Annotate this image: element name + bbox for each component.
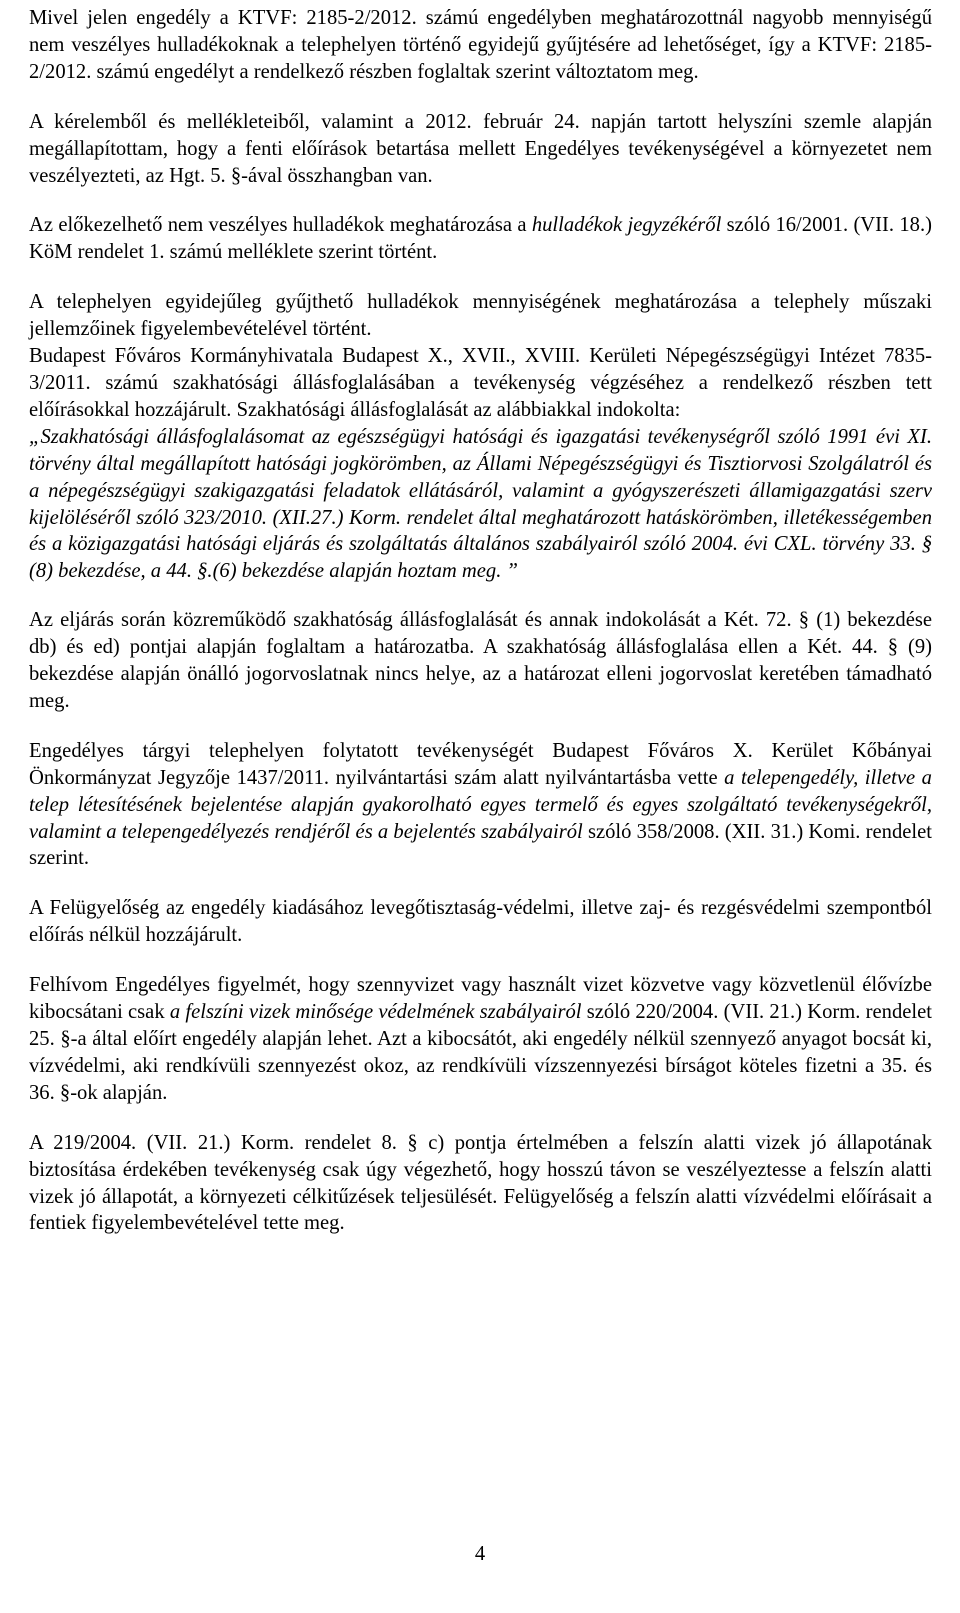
paragraph-health-authority [29, 343, 932, 424]
paragraph-authority-quote [29, 424, 932, 585]
text-run: Budapest Főváros Kormányhivatala Budapest X., XVII., XVIII. Kerületi Népegészségügyi Intézet 7835-3/2011. számú szakhatósági állásfoglalásában a tevékenység végzéséhez a rendelkező részben tett előírásokkal hozzájárult. Szakhatósági állásfoglalását az alábbiakkal indokolta: [29, 345, 932, 421]
paragraph-air-noise-consent [29, 895, 932, 949]
text-run: Felhívom Engedélyes figyelmét, hogy szennyvizet vagy használt vizet közvetve vagy közvetlenül élővízbe kibocsátani csak [29, 974, 932, 1024]
paragraph-waste-classification [29, 212, 932, 266]
paragraph-storage-quantity [29, 289, 932, 343]
text-run: A 219/2004. (VII. 21.) Korm. rendelet 8. § c) pontja értelmében a felszín alatti vizek jó állapotának biztosítása érdekében tevékenység csak úgy végezhető, hogy hosszú távon se veszélyeztesse a felszín alatti vizek jó állapotát, a környezeti célkitűzések teljesülését. Felügyelőség a felszín alatti vízvédelmi előírásait a fentiek figyelembevételével tette meg. [29, 1131, 932, 1235]
text-run: szóló 358/2008. (XII. 31.) Komi. rendelet szerint. [29, 820, 932, 870]
text-run: Mivel jelen engedély a KTVF: 2185-2/2012. számú engedélyben meghatározottnál nagyobb mennyiségű nem veszélyes hulladékoknak a telephelyen történő egyidejű gyűjtésére ad lehetőséget, így a KTVF: 2185-2/2012. számú engedélyt a rendelkező részben foglaltak szerint változtatom meg. [29, 7, 932, 83]
italic-text-run: „Szakhatósági állásfoglalásomat az egészségügyi hatósági és igazgatási tevékenységről szóló 1991 évi XI. törvény által megállapított hatósági jogkörömben, az Állami Népegészségügyi és Tisztiorvosi Szolgálatról és a népegészségügyi szakigazgatási feladatok ellátásáról, valamint a gyógyszerészeti államigazgatási szerv kijelöléséről szóló 323/2010. (XII.27.) Korm. rendelet által meghatározott hatáskörömben, illetékességemben és a közigazgatási hatósági eljárás és szolgáltatás általános szabályairól szóló 2004. évi CXL. törvény 33. § (8) bekezdése, a 44. §.(6) bekezdése alapján hoztam meg. ” [29, 425, 932, 583]
paragraph-wastewater-notice [29, 972, 932, 1107]
text-run: A telephelyen egyidejűleg gyűjthető hulladékok mennyiségének meghatározása a telephely műszaki jellemzőinek figyelembevételével történt. [29, 291, 932, 341]
italic-text-run: a telepengedély, illetve a telep létesítésének bejelentése alapján gyakorolható egyes termelő és egyes szolgáltató tevékenységekről, valamint a telepengedélyezés rendjéről és a bejelentés szabályairól [29, 766, 932, 843]
text-run: szóló 220/2004. (VII. 21.) Korm. rendelet 25. §-a által előírt engedély alapján lehet. Azt a kibocsátót, aki engedély nélkül szennyező anyagot bocsát ki, vízvédelmi, aki rendkívüli szennyezést okoz, az rendkívüli vízszennyezési bírságot köteles fizetni a 35. és 36. §-ok alapján. [29, 1001, 933, 1104]
italic-text-run: a felszíni vizek minősége védelmének szabályairól [169, 1001, 582, 1024]
text-run: Az eljárás során közreműködő szakhatóság állásfoglalását és annak indokolását a Két. 72. § (1) bekezdése db) és ed) pontjai alapján foglaltam a határozatba. A szakhatóság állásfoglalása ellen a Két. 44. § (9) bekezdése alapján önálló jogorvoslatnak nincs helye, az a határozat elleni jogorvoslat keretében támadható meg. [29, 609, 932, 712]
italic-text-run: hulladékok jegyzékéről [531, 214, 722, 237]
paragraph-procedure-reference [29, 607, 932, 715]
text-run: Az előkezelhető nem veszélyes hulladékok meghatározása a [29, 214, 532, 237]
text-run: A Felügyelőség az engedély kiadásához levegőtisztaság-védelmi, illetve zaj- és rezgésvédelmi szempontból előírás nélkül hozzájárult. [29, 897, 932, 947]
paragraph-site-registration [29, 738, 932, 873]
page-number: 4 [474, 1543, 486, 1565]
text-run: szóló 16/2001. (VII. 18.) KöM rendelet 1. számú melléklete szerint történt. [29, 214, 932, 264]
paragraph-inspection-findings [29, 109, 932, 190]
text-run: A kérelemből és mellékleteiből, valamint a 2012. február 24. napján tartott helyszíni szemle alapján megállapítottam, hogy a fenti előírások betartása mellett Engedélyes tevékenységével a környezetet nem veszélyezteti, az Hgt. 5. §-ával összhangban van. [29, 110, 932, 187]
paragraph-groundwater-protection [29, 1130, 932, 1238]
text-run: Engedélyes tárgyi telephelyen folytatott tevékenységét Budapest Főváros X. Kerület Kőbányai Önkormányzat Jegyzője 1437/2011. nyilvántartási szám alatt nyilvántartásba vette [29, 739, 932, 789]
paragraph-permit-modification [29, 5, 932, 86]
